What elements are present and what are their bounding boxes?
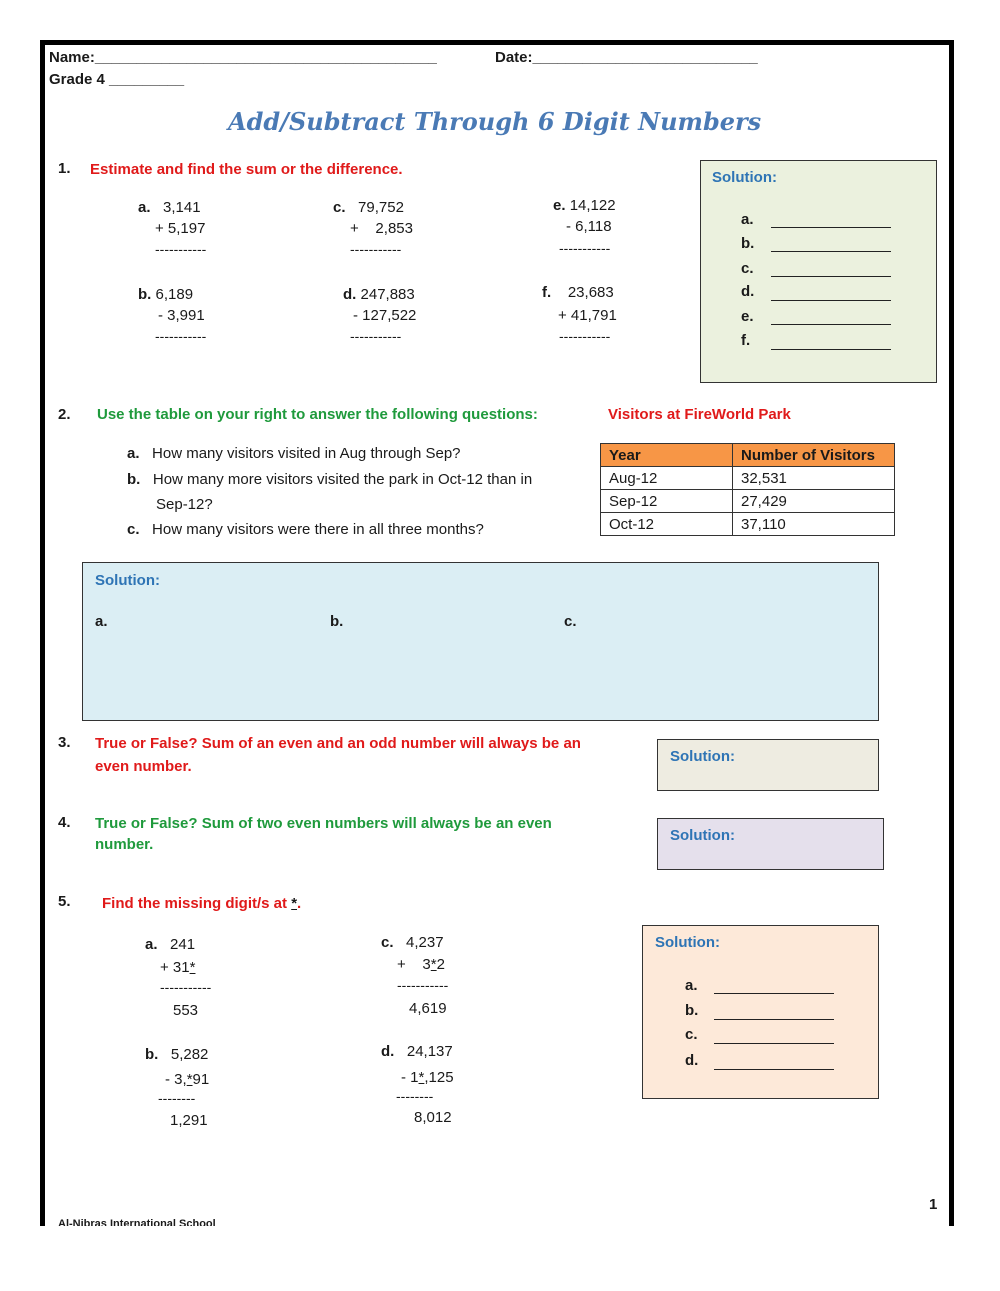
q1-sol-blank-d[interactable] [771, 300, 891, 301]
table-cell: 32,531 [733, 467, 895, 490]
q5-a-rule: ----------- [160, 979, 212, 995]
q5-sol-blank-a[interactable] [714, 993, 834, 994]
q5-a-bottom: + 31* [160, 959, 196, 976]
table-cell: 37,110 [733, 513, 895, 536]
q4-number: 4. [58, 814, 71, 831]
q1-c-rule: ----------- [350, 241, 402, 257]
table-cell: Oct-12 [601, 513, 733, 536]
worksheet-title: Add/Subtract Through 6 Digit Numbers [228, 107, 762, 136]
q2-sol-label-b: b. [330, 613, 344, 630]
q4-prompt-line1: True or False? Sum of two even numbers will always be an even [95, 815, 552, 832]
date-field-label: Date:___________________________ [495, 49, 758, 66]
table-title: Visitors at FireWorld Park [608, 406, 791, 423]
q2-question-b-cont: Sep-12? [156, 496, 213, 513]
q5-problem-d: d. 24,137 [381, 1043, 453, 1060]
q5-b-result: 1,291 [170, 1112, 208, 1129]
q5-problem-c: c. 4,237 [381, 934, 444, 951]
q2-number: 2. [58, 406, 71, 423]
table-cell: Aug-12 [601, 467, 733, 490]
q1-problem-f: f. 23,683 [542, 284, 614, 301]
page-number: 1 [929, 1196, 938, 1213]
q1-problem-d: d. 247,883 [343, 286, 415, 303]
q5-solution-title: Solution: [655, 934, 720, 951]
q1-sol-label-e: e. [741, 308, 754, 325]
q5-sol-blank-d[interactable] [714, 1069, 834, 1070]
q5-prompt: Find the missing digit/s at *. [102, 895, 302, 912]
q5-sol-blank-b[interactable] [714, 1019, 834, 1020]
q5-problem-a: a. 241 [145, 936, 196, 953]
q1-b-rule: ----------- [155, 328, 207, 344]
q1-e-rule: ----------- [559, 240, 611, 256]
q4-solution-box[interactable] [657, 818, 884, 870]
q5-c-result: 4,619 [409, 1000, 447, 1017]
q4-solution-title: Solution: [670, 827, 735, 844]
q1-number: 1. [58, 160, 71, 177]
q1-d-bottom: - 127,522 [353, 307, 417, 324]
q1-prompt: Estimate and find the sum or the difference. [90, 161, 403, 178]
q3-number: 3. [58, 734, 71, 751]
visitors-table [600, 443, 895, 536]
q5-a-result: 553 [173, 1002, 199, 1019]
q2-question-a: a. How many visitors visited in Aug through Sep? [127, 445, 461, 462]
q5-sol-label-d: d. [685, 1052, 699, 1069]
q4-prompt-line2: number. [95, 836, 154, 853]
table-row [601, 467, 895, 490]
q1-e-bottom: - 6,118 [566, 218, 612, 235]
q1-problem-c: c. 79,752 [333, 199, 404, 216]
q1-c-bottom: + 2,853 [350, 220, 413, 237]
q1-sol-blank-c[interactable] [771, 276, 891, 277]
q1-a-bottom: + 5,197 [155, 220, 206, 237]
q1-sol-label-c: c. [741, 260, 754, 277]
school-name: Al-Nibras International School [58, 1218, 216, 1226]
q5-d-bottom: - 1*,125 [401, 1069, 454, 1086]
q2-sol-label-a: a. [95, 613, 108, 630]
q5-b-bottom: - 3,*91 [165, 1071, 210, 1088]
table-cell: Sep-12 [601, 490, 733, 513]
q2-solution-title: Solution: [95, 572, 160, 589]
q1-sol-blank-f[interactable] [771, 349, 891, 350]
q1-sol-label-a: a. [741, 211, 754, 228]
q1-sol-label-f: f. [741, 332, 751, 349]
q1-solution-title: Solution: [712, 169, 777, 186]
q5-sol-label-c: c. [685, 1026, 698, 1043]
q5-number: 5. [58, 893, 71, 910]
q1-f-bottom: + 41,791 [558, 307, 617, 324]
q3-solution-title: Solution: [670, 748, 735, 765]
table-header-visitors: Number of Visitors [733, 444, 895, 467]
q1-a-rule: ----------- [155, 241, 207, 257]
q3-solution-box[interactable] [657, 739, 879, 791]
q5-d-result: 8,012 [414, 1109, 452, 1126]
q2-question-c: c. How many visitors were there in all three months? [127, 521, 484, 538]
q5-c-bottom: + 3*2 [397, 956, 445, 973]
q2-question-b: b. How many more visitors visited the park in Oct-12 than in [127, 471, 533, 488]
q5-d-rule: -------- [396, 1088, 434, 1104]
q5-problem-b: b. 5,282 [145, 1046, 209, 1063]
q5-b-rule: -------- [158, 1090, 196, 1106]
q1-problem-e: e. 14,122 [553, 197, 616, 214]
table-row [601, 490, 895, 513]
q1-sol-label-b: b. [741, 235, 755, 252]
q1-sol-blank-e[interactable] [771, 324, 891, 325]
q5-sol-label-b: b. [685, 1002, 699, 1019]
q5-sol-blank-c[interactable] [714, 1043, 834, 1044]
q1-sol-blank-a[interactable] [771, 227, 891, 228]
q5-c-rule: ----------- [397, 977, 449, 993]
q3-prompt-line2: even number. [95, 758, 192, 775]
name-field-label: Name:_________________________________________ [49, 49, 437, 66]
q1-d-rule: ----------- [350, 328, 402, 344]
q2-sol-label-c: c. [564, 613, 577, 630]
q1-b-bottom: - 3,991 [158, 307, 205, 324]
q2-prompt: Use the table on your right to answer the following questions: [97, 406, 538, 423]
q1-sol-label-d: d. [741, 283, 755, 300]
q1-problem-a: a. 3,141 [138, 199, 201, 216]
q5-solution-box[interactable] [642, 925, 879, 1099]
table-header-row [601, 444, 895, 467]
table-row [601, 513, 895, 536]
table-cell: 27,429 [733, 490, 895, 513]
q1-problem-b: b. 6,189 [138, 286, 194, 303]
q1-solution-box[interactable] [700, 160, 937, 383]
q3-prompt-line1: True or False? Sum of an even and an odd number will always be an [95, 735, 581, 752]
q1-f-rule: ----------- [559, 328, 611, 344]
q1-sol-blank-b[interactable] [771, 251, 891, 252]
q2-solution-box[interactable] [82, 562, 879, 721]
grade-field-label: Grade 4 _________ [49, 71, 185, 88]
q5-sol-label-a: a. [685, 977, 698, 994]
table-header-year: Year [601, 444, 733, 467]
